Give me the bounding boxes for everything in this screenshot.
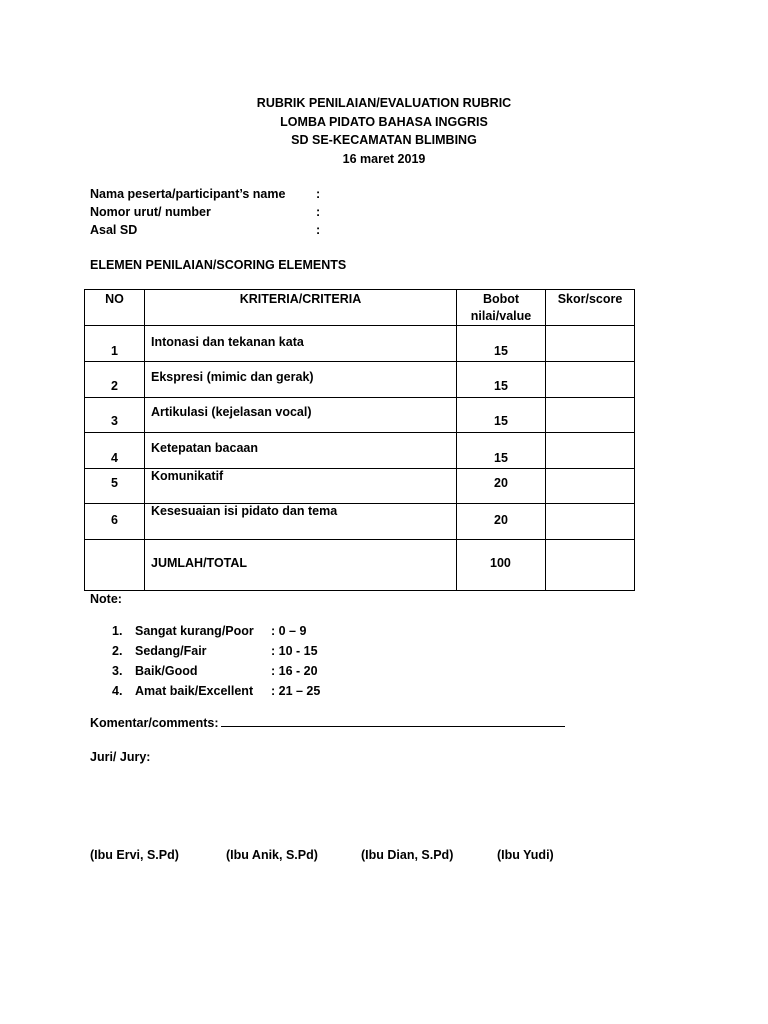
item-number: 4. (112, 684, 123, 698)
row-number: 6 (111, 513, 118, 527)
header-date: 16 maret 2019 (342, 151, 426, 166)
row-no (85, 504, 145, 540)
row-no (85, 326, 145, 362)
field-label: Nama peserta/participant’s name (90, 187, 286, 201)
row-no (85, 469, 145, 504)
comment-label: Komentar/comments: (90, 716, 219, 730)
item-range: : 21 – 25 (271, 684, 321, 698)
participant-school-field (90, 221, 490, 239)
score-ranges-list (112, 621, 412, 701)
table-row (85, 433, 635, 469)
weight-value: 20 (494, 476, 508, 490)
jury-label: Juri/ Jury: (90, 750, 151, 764)
item-label: Amat baik/Excellent (135, 684, 254, 698)
header-title: RUBRIK PENILAIAN/EVALUATION RUBRIC (256, 96, 512, 110)
row-no (85, 433, 145, 469)
list-item (112, 621, 412, 641)
total-weight-cell (457, 540, 546, 591)
item-number: 2. (112, 644, 123, 658)
table-total-row (85, 540, 635, 591)
row-number: 5 (111, 476, 118, 490)
header-criteria: KRITERIA/CRITERIA (145, 290, 457, 326)
table-row (85, 398, 635, 433)
header-subtitle: LOMBA PIDATO BAHASA INGGRIS (280, 114, 488, 129)
section-title: ELEMEN PENILAIAN/SCORING ELEMENTS (90, 258, 347, 272)
header-weight-line2: nilai/value (470, 309, 532, 323)
row-no (85, 362, 145, 398)
list-item (112, 641, 412, 661)
total-weight: 100 (490, 556, 511, 570)
field-colon: : (316, 187, 321, 201)
score-cell[interactable] (546, 362, 635, 398)
score-cell[interactable] (546, 469, 635, 504)
weight-value: 15 (494, 344, 508, 358)
scoring-table (84, 289, 635, 591)
row-weight (457, 469, 546, 504)
row-criteria (145, 398, 457, 433)
row-no (85, 398, 145, 433)
note-label: Note: (90, 592, 122, 606)
score-cell[interactable] (546, 326, 635, 362)
field-colon: : (316, 205, 321, 219)
row-criteria (145, 362, 457, 398)
criteria-text: Intonasi dan tekanan kata (151, 335, 304, 349)
row-criteria (145, 326, 457, 362)
row-weight (457, 504, 546, 540)
criteria-text: Kesesuaian isi pidato dan tema (151, 504, 338, 518)
total-label-cell (145, 540, 457, 591)
participant-number-field (90, 203, 490, 221)
participant-fields (90, 185, 490, 239)
item-label: Sangat kurang/Poor (135, 624, 254, 638)
score-cell[interactable] (546, 504, 635, 540)
row-number: 2 (111, 379, 118, 393)
header-score: Skor/score (546, 290, 635, 326)
item-range: : 0 – 9 (271, 624, 307, 638)
row-weight (457, 326, 546, 362)
total-label: JUMLAH/TOTAL (151, 556, 248, 570)
comment-field (90, 714, 565, 732)
row-criteria (145, 504, 457, 540)
row-criteria (145, 469, 457, 504)
criteria-text: Ekspresi (mimic dan gerak) (151, 370, 314, 384)
weight-value: 15 (494, 451, 508, 465)
table-row (85, 326, 635, 362)
item-label: Baik/Good (135, 664, 198, 678)
header-weight (457, 290, 546, 326)
signer-name: (Ibu Ervi, S.Pd) (90, 848, 179, 862)
total-no (85, 540, 145, 591)
header-scope: SD SE-KECAMATAN BLIMBING (291, 133, 477, 147)
row-weight (457, 433, 546, 469)
signer-name: (Ibu Yudi) (497, 848, 554, 862)
header-no: NO (85, 290, 145, 326)
row-criteria (145, 433, 457, 469)
row-weight (457, 398, 546, 433)
criteria-text: Komunikatif (151, 469, 224, 483)
criteria-text: Artikulasi (kejelasan vocal) (151, 405, 312, 419)
item-number: 1. (112, 624, 123, 638)
row-number: 3 (111, 414, 118, 428)
comment-line[interactable] (221, 714, 565, 727)
table-row (85, 504, 635, 540)
row-number: 4 (111, 451, 118, 465)
item-label: Sedang/Fair (135, 644, 207, 658)
item-range: : 10 - 15 (271, 644, 318, 658)
table-row (85, 469, 635, 504)
document-header (0, 94, 768, 168)
score-cell[interactable] (546, 398, 635, 433)
row-number: 1 (111, 344, 118, 358)
row-weight (457, 362, 546, 398)
weight-value: 15 (494, 379, 508, 393)
item-range: : 16 - 20 (271, 664, 318, 678)
signer-name: (Ibu Dian, S.Pd) (361, 848, 454, 862)
weight-value: 15 (494, 414, 508, 428)
field-label: Nomor urut/ number (90, 205, 211, 219)
signer-name: (Ibu Anik, S.Pd) (226, 848, 318, 862)
table-row (85, 362, 635, 398)
list-item (112, 661, 412, 681)
score-cell[interactable] (546, 433, 635, 469)
criteria-text: Ketepatan bacaan (151, 441, 258, 455)
table-header-row (85, 290, 635, 326)
item-number: 3. (112, 664, 123, 678)
field-colon: : (316, 223, 321, 237)
field-label: Asal SD (90, 223, 138, 237)
header-weight-line1: Bobot (482, 292, 520, 306)
total-score-cell[interactable] (546, 540, 635, 591)
list-item (112, 681, 412, 701)
weight-value: 20 (494, 513, 508, 527)
participant-name-field (90, 185, 490, 203)
